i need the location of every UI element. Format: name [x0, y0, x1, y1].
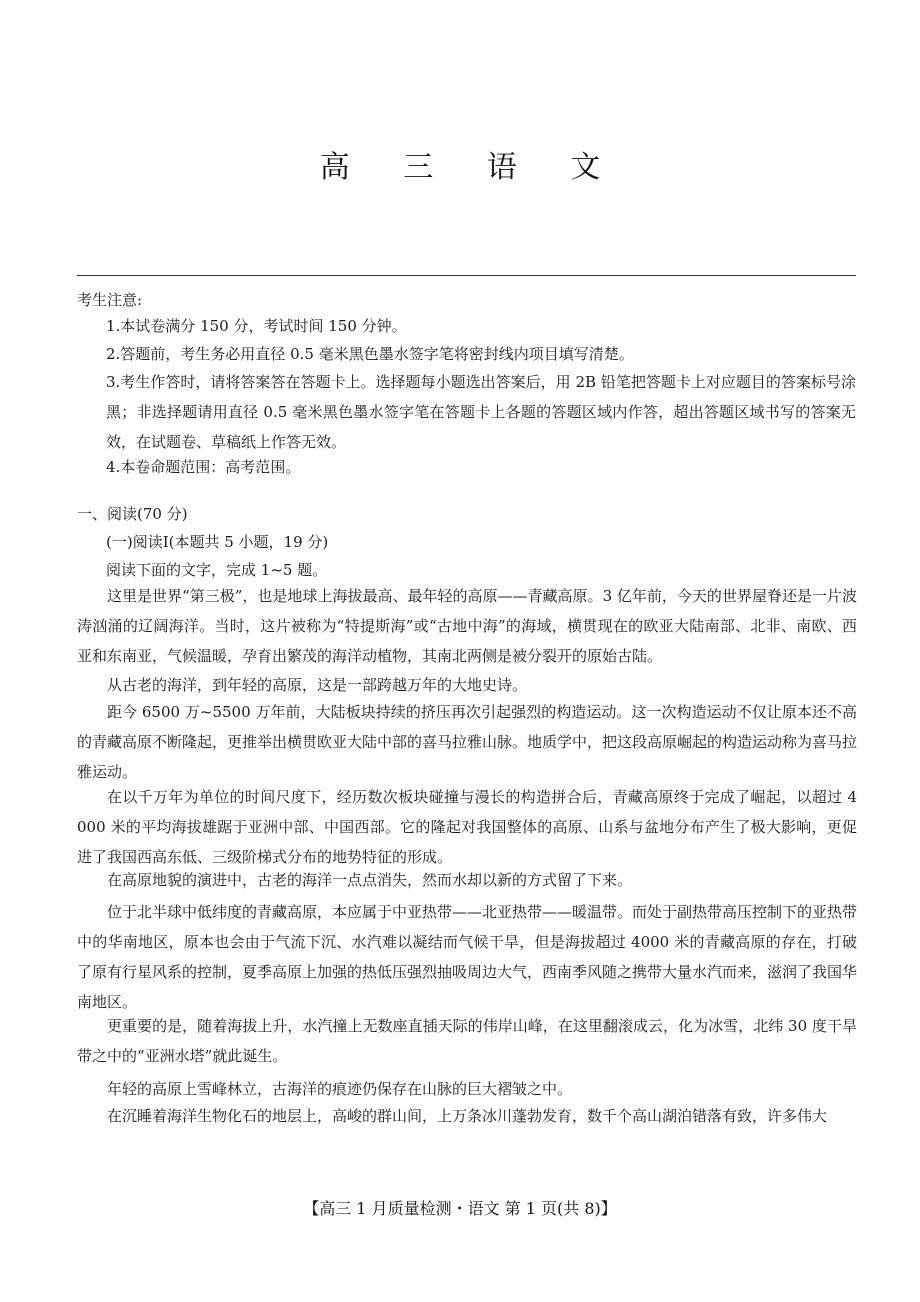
notice-item-3: 3.考生作答时，请将答案答在答题卡上。选择题每小题选出答案后，用 2B 铅笔把答题卡上对应题目的答案标号涂黑；非选择题请用直径 0.5 毫米黑色墨水签字笔在答题卡上各题的答题区域内作答，超出答题区域书写的答案无效，在试题卷、草稿纸上作答无效。 — [106, 373, 856, 451]
notice-item-2: 2.答题前，考生务必用直径 0.5 毫米黑色墨水签字笔将密封线内项目填写清楚。 — [106, 345, 634, 363]
paragraph: 年轻的高原上雪峰林立，古海洋的痕迹仍保存在山脉的巨大褶皱之中。 — [107, 1080, 573, 1098]
notice-item-1: 1.本试卷满分 150 分，考试时间 150 分钟。 — [106, 317, 407, 335]
paragraph: 位于北半球中低纬度的青藏高原，本应属于中亚热带——北亚热带——暖温带。而处于副热带高压控制下的亚热带中的华南地区，原本也会由于气流下沉、水汽难以凝结而气候干旱，但是海拔超过 4000 米的青藏高原的存在，打破了原有行星风系的控制，夏季高原上加强的热低压强烈抽吸周边大气，西南季风随之携带大量水汽而来，滋润了我国华南地区。 — [77, 903, 858, 1011]
notice-item-4: 4.本卷命题范围：高考范围。 — [106, 458, 301, 476]
paragraph: 距今 6500 万~5500 万年前，大陆板块持续的挤压再次引起强烈的构造运动。这一次构造运动不仅让原本还不高的青藏高原不断隆起，更推举出横贯欧亚大陆中部的喜马拉雅山脉。地质学中，把这段高原崛起的构造运动称为喜马拉雅运动。 — [77, 703, 858, 781]
section-instruction: 阅读下面的文字，完成 1~5 题。 — [106, 561, 328, 579]
paragraph: 这里是世界“第三极”，也是地球上海拔最高、最年轻的高原——青藏高原。3 亿年前，今天的世界屋脊还是一片波涛汹涌的辽阔海洋。当时，这片被称为“特提斯海”或“古地中海”的海域，横贯现在的欧亚大陆南部、北非、南欧、西亚和东南亚，气候温暖，孕育出繁茂的海洋动植物，其南北两侧是被分裂开的原始古陆。 — [77, 587, 857, 665]
paragraph: 在沉睡着海洋生物化石的地层上，高峻的群山间，上万条冰川蓬勃发育，数千个高山湖泊错落有致，许多伟大 — [107, 1107, 828, 1125]
paragraph: 在高原地貌的演进中，古老的海洋一点点消失，然而水却以新的方式留了下来。 — [107, 871, 633, 889]
paragraph: 在以千万年为单位的时间尺度下，经历数次板块碰撞与漫长的构造拼合后，青藏高原终于完成了崛起，以超过 4 000 米的平均海拔雄踞于亚洲中部、中国西部。它的隆起对我国整体的高原、山系与盆地分布产生了极大影响，更促进了我国西高东低、三级阶梯式分布的地势特征的形成。 — [77, 788, 857, 866]
header-divider — [77, 275, 856, 276]
page-footer: 【高三 1 月质量检测・语文 第 1 页(共 8)】 — [303, 1199, 617, 1218]
section-heading: 一、阅读(70 分) — [77, 505, 188, 523]
paragraph: 更重要的是，随着海拔上升，水汽撞上无数座直插天际的伟岸山峰，在这里翻滚成云，化为冰雪，北纬 30 度干旱带之中的“亚洲水塔”就此诞生。 — [77, 1017, 857, 1065]
paragraph: 从古老的海洋，到年轻的高原，这是一部跨越万年的大地史诗。 — [107, 676, 528, 694]
page-title: 高 三 语 文 — [319, 150, 623, 185]
section-subheading: (一)阅读Ⅰ(本题共 5 小题，19 分) — [106, 533, 329, 551]
notice-heading: 考生注意: — [77, 291, 143, 309]
